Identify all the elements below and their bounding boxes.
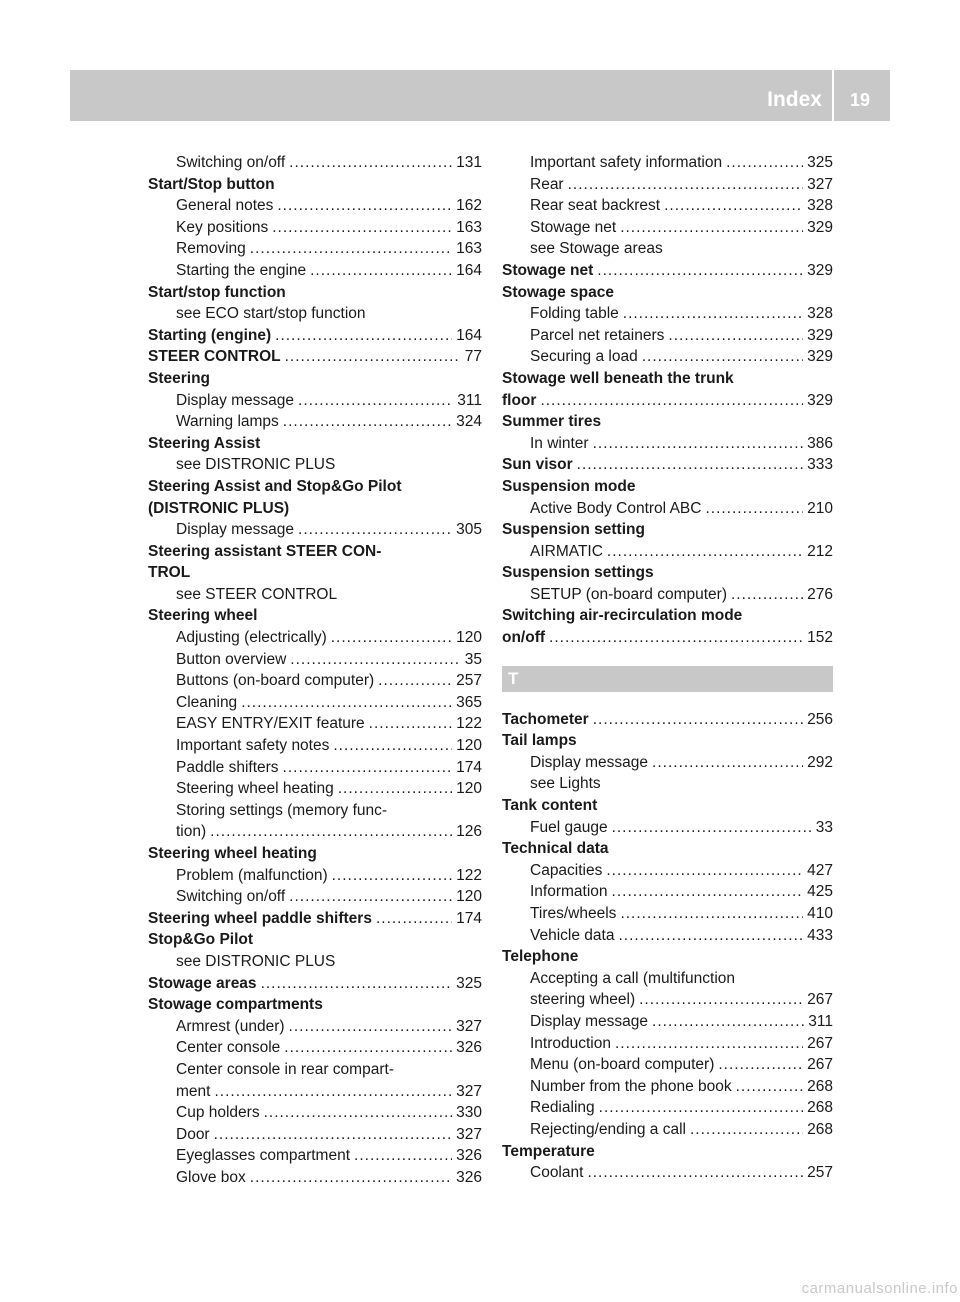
dot-leader xyxy=(241,692,452,714)
index-term-heading: Steering wheel xyxy=(148,607,258,625)
entry-label: General notes xyxy=(176,197,274,215)
index-term-entry xyxy=(502,260,833,282)
dot-leader xyxy=(736,1076,804,1098)
dot-leader xyxy=(620,217,803,239)
entry-page-number: 425 xyxy=(807,883,833,901)
entry-label: Tachometer xyxy=(502,710,589,728)
entry-page-number: 330 xyxy=(456,1104,482,1122)
dot-leader xyxy=(549,627,803,649)
dot-leader xyxy=(289,1016,453,1038)
entry-label: Display message xyxy=(530,753,649,771)
entry-label: Starting (engine) xyxy=(148,326,272,344)
entry-label: Rear xyxy=(530,175,564,193)
entry-page-number: 120 xyxy=(456,629,482,647)
entry-page-number: 327 xyxy=(456,1125,482,1143)
entry-page-number: 328 xyxy=(807,197,833,215)
dot-leader xyxy=(618,925,803,947)
index-subentry xyxy=(148,649,482,671)
entry-label: steering wheel) xyxy=(530,991,636,1009)
entry-page-number: 292 xyxy=(807,753,833,771)
entry-label: Problem (malfunction) xyxy=(176,866,328,884)
entry-label: Display message xyxy=(176,521,295,539)
entry-label: SETUP (on-board computer) xyxy=(530,585,727,603)
index-subentry xyxy=(502,1011,833,1033)
dot-leader xyxy=(378,670,452,692)
index-subentry xyxy=(502,860,833,882)
index-subentry xyxy=(148,1102,482,1124)
index-term-heading: Suspension settings xyxy=(502,564,654,582)
index-column-right xyxy=(502,152,833,1184)
dot-leader xyxy=(285,346,461,368)
index-term-entry xyxy=(148,908,482,930)
entry-label: Number from the phone book xyxy=(530,1077,732,1095)
entry-label: Rear seat backrest xyxy=(530,197,661,215)
entry-label: Information xyxy=(530,883,608,901)
index-term-heading: Steering xyxy=(148,369,211,387)
index-subentry xyxy=(148,692,482,714)
index-term-entry xyxy=(148,325,482,347)
dot-leader xyxy=(214,1081,452,1103)
index-subentry xyxy=(502,881,833,903)
dot-leader xyxy=(290,649,460,671)
dot-leader xyxy=(289,152,452,174)
entry-page-number: 267 xyxy=(807,1056,833,1074)
index-subentry xyxy=(148,1145,482,1167)
index-subentry xyxy=(148,1124,482,1146)
index-subentry xyxy=(502,752,833,774)
index-subentry xyxy=(502,925,833,947)
entry-label: Starting the engine xyxy=(176,261,307,279)
entry-label: Vehicle data xyxy=(530,926,615,944)
entry-page-number: 328 xyxy=(807,305,833,323)
dot-leader xyxy=(250,1167,452,1189)
dot-leader xyxy=(568,174,804,196)
entry-label: Stowage net xyxy=(502,261,594,279)
entry-page-number: 163 xyxy=(456,240,482,258)
index-subentry xyxy=(148,411,482,433)
index-subentry xyxy=(502,1162,833,1184)
index-subentry xyxy=(148,390,482,412)
entry-label: Steering wheel paddle shifters xyxy=(148,909,372,927)
entry-label: Sun visor xyxy=(502,456,573,474)
index-subentry xyxy=(148,1037,482,1059)
dot-leader xyxy=(310,260,452,282)
dot-leader xyxy=(331,627,452,649)
entry-label: Securing a load xyxy=(530,348,638,366)
index-subentry xyxy=(502,303,833,325)
entry-page-number: 427 xyxy=(807,861,833,879)
entry-label: Fuel gauge xyxy=(530,818,608,836)
index-subentry xyxy=(148,627,482,649)
entry-page-number: 268 xyxy=(807,1120,833,1138)
index-term-entry xyxy=(148,346,482,368)
index-subentry xyxy=(502,217,833,239)
dot-leader xyxy=(332,865,453,887)
entry-page-number: 120 xyxy=(456,737,482,755)
index-subentry xyxy=(502,174,833,196)
dot-leader xyxy=(214,1124,453,1146)
entry-label: Removing xyxy=(176,240,246,258)
entry-page-number: 257 xyxy=(807,1164,833,1182)
index-subentry xyxy=(502,1054,833,1076)
dot-leader xyxy=(642,346,803,368)
index-subentry xyxy=(148,821,482,843)
entry-label: Switching on/off xyxy=(176,154,286,171)
section-letter-heading: T xyxy=(502,666,833,692)
entry-page-number: 329 xyxy=(807,326,833,344)
index-term-heading: Stowage compartments xyxy=(148,996,323,1014)
index-term-heading: Stowage well beneath the trunk xyxy=(502,369,734,387)
index-term-heading: Steering Assist xyxy=(148,434,261,452)
entry-label: Capacities xyxy=(530,861,603,879)
entry-label: Steering wheel heating xyxy=(176,780,334,798)
index-subentry xyxy=(148,713,482,735)
index-subentry xyxy=(148,238,482,260)
index-term-heading: Telephone xyxy=(502,948,579,966)
entry-label: Active Body Control ABC xyxy=(530,499,702,517)
entry-page-number: 210 xyxy=(807,499,833,517)
index-term-entry xyxy=(502,454,833,476)
entry-page-number: 162 xyxy=(456,197,482,215)
index-subentry xyxy=(502,152,833,174)
dot-leader xyxy=(718,1054,803,1076)
dot-leader xyxy=(376,908,452,930)
entry-label: on/off xyxy=(502,629,546,647)
index-subentry xyxy=(502,989,833,1011)
entry-page-number: 329 xyxy=(807,348,833,366)
entry-label: Buttons (on-board computer) xyxy=(176,672,375,690)
entry-page-number: 126 xyxy=(456,823,482,841)
index-subentry xyxy=(502,541,833,563)
entry-label: Introduction xyxy=(530,1034,611,1052)
index-subentry xyxy=(502,346,833,368)
dot-leader xyxy=(597,260,803,282)
entry-page-number: 120 xyxy=(456,888,482,906)
entry-page-number: 329 xyxy=(807,218,833,236)
index-term-heading: Steering Assist and Stop&Go Pilot xyxy=(148,477,402,495)
index-subentry xyxy=(148,152,482,174)
index-term-heading: Start/stop function xyxy=(148,283,286,301)
index-cross-reference: Center console in rear compart- xyxy=(176,1060,394,1078)
index-subentry xyxy=(148,1167,482,1189)
entry-label: Armrest (under) xyxy=(176,1017,285,1035)
index-term-heading: Stowage space xyxy=(502,283,614,301)
index-subentry xyxy=(148,260,482,282)
dot-leader xyxy=(612,881,804,903)
entry-page-number: 174 xyxy=(456,909,482,927)
entry-label: tion) xyxy=(176,823,207,841)
entry-label: In winter xyxy=(530,434,589,452)
index-term-heading: TROL xyxy=(148,564,191,582)
dot-leader xyxy=(612,817,812,839)
index-term-heading: Tail lamps xyxy=(502,732,577,750)
dot-leader xyxy=(338,778,452,800)
index-cross-reference: see Stowage areas xyxy=(530,240,663,258)
index-term-heading: Suspension setting xyxy=(502,521,645,539)
index-cross-reference: see STEER CONTROL xyxy=(176,585,338,603)
entry-page-number: 324 xyxy=(456,413,482,431)
dot-leader xyxy=(210,821,452,843)
index-subentry xyxy=(502,1076,833,1098)
entry-page-number: 326 xyxy=(456,1039,482,1057)
entry-label: Display message xyxy=(176,391,295,409)
index-term-entry xyxy=(148,973,482,995)
index-subentry xyxy=(148,195,482,217)
entry-page-number: 276 xyxy=(807,585,833,603)
entry-label: Glove box xyxy=(176,1168,246,1186)
entry-label: Warning lamps xyxy=(176,413,279,431)
entry-label: Stowage net xyxy=(530,218,617,236)
dot-leader xyxy=(333,735,452,757)
index-term-heading: Tank content xyxy=(502,797,598,815)
index-term-heading: Temperature xyxy=(502,1142,595,1160)
entry-label: Important safety information xyxy=(530,154,723,171)
index-subentry xyxy=(502,903,833,925)
index-cross-reference: see Lights xyxy=(530,775,601,793)
entry-label: ment xyxy=(176,1082,211,1100)
entry-page-number: 33 xyxy=(815,818,833,836)
dot-leader xyxy=(275,325,452,347)
entry-label: Key positions xyxy=(176,218,269,236)
index-column-left xyxy=(148,152,482,1189)
dot-leader xyxy=(587,1162,803,1184)
entry-page-number: 120 xyxy=(456,780,482,798)
dot-leader xyxy=(639,989,803,1011)
dot-leader xyxy=(731,584,803,606)
entry-page-number: 327 xyxy=(456,1017,482,1035)
entry-page-number: 267 xyxy=(807,991,833,1009)
index-subentry xyxy=(502,1119,833,1141)
entry-label: AIRMATIC xyxy=(530,542,603,560)
entry-page-number: 131 xyxy=(456,154,482,171)
entry-label: Cup holders xyxy=(176,1104,260,1122)
index-cross-reference: Accepting a call (multifunction xyxy=(530,969,736,987)
index-subentry xyxy=(148,757,482,779)
entry-label: EASY ENTRY/EXIT feature xyxy=(176,715,365,733)
dot-leader xyxy=(705,498,803,520)
index-subentry xyxy=(148,735,482,757)
index-term-heading: Technical data xyxy=(502,840,609,858)
footer-watermark: carmanualsonline.info xyxy=(801,1280,958,1297)
entry-label: Parcel net retainers xyxy=(530,326,665,344)
entry-page-number: 122 xyxy=(456,866,482,884)
entry-page-number: 35 xyxy=(464,650,482,668)
index-cross-reference: see DISTRONIC PLUS xyxy=(176,952,336,970)
index-subentry xyxy=(148,886,482,908)
entry-label: Switching on/off xyxy=(176,888,286,906)
index-cross-reference: Storing settings (memory func- xyxy=(176,801,388,819)
dot-leader xyxy=(620,903,803,925)
dot-leader xyxy=(298,519,452,541)
dot-leader xyxy=(264,1102,453,1124)
entry-page-number: 433 xyxy=(807,926,833,944)
index-subentry xyxy=(148,865,482,887)
dot-leader xyxy=(726,152,803,174)
index-subentry xyxy=(148,1016,482,1038)
entry-page-number: 327 xyxy=(456,1082,482,1100)
entry-page-number: 305 xyxy=(456,521,482,539)
entry-page-number: 268 xyxy=(807,1077,833,1095)
entry-label: Tires/wheels xyxy=(530,905,617,922)
entry-label: Menu (on-board computer) xyxy=(530,1056,715,1074)
index-subentry xyxy=(502,1033,833,1055)
dot-leader xyxy=(283,411,452,433)
dot-leader xyxy=(289,886,452,908)
index-subentry xyxy=(148,670,482,692)
entry-page-number: 257 xyxy=(456,672,482,690)
dot-leader xyxy=(593,709,803,731)
entry-label: Cleaning xyxy=(176,693,238,711)
dot-leader xyxy=(615,1033,803,1055)
page-number: 19 xyxy=(849,90,871,110)
entry-label: Coolant xyxy=(530,1164,584,1182)
index-term-heading: Suspension mode xyxy=(502,477,636,495)
entry-page-number: 267 xyxy=(807,1034,833,1052)
dot-leader xyxy=(298,390,453,412)
index-subentry xyxy=(502,584,833,606)
index-subentry xyxy=(502,325,833,347)
entry-label: Center console xyxy=(176,1039,281,1057)
index-term-heading: Switching air-recirculation mode xyxy=(502,607,743,625)
entry-page-number: 268 xyxy=(807,1099,833,1117)
index-subentry xyxy=(502,498,833,520)
entry-page-number: 164 xyxy=(456,326,482,344)
entry-label: Folding table xyxy=(530,305,619,323)
dot-leader xyxy=(272,217,452,239)
header-divider xyxy=(832,70,834,121)
entry-page-number: 410 xyxy=(807,905,833,922)
dot-leader xyxy=(606,860,803,882)
index-subentry xyxy=(502,195,833,217)
dot-leader xyxy=(354,1145,452,1167)
index-term-entry xyxy=(502,627,833,649)
index-term-heading: Start/Stop button xyxy=(148,175,275,193)
entry-label: Paddle shifters xyxy=(176,758,279,776)
entry-label: Adjusting (electrically) xyxy=(176,629,327,647)
entry-page-number: 311 xyxy=(808,1012,833,1030)
index-subentry xyxy=(502,817,833,839)
entry-page-number: 325 xyxy=(456,974,482,992)
dot-leader xyxy=(250,238,452,260)
index-term-entry xyxy=(502,709,833,731)
index-subentry xyxy=(148,519,482,541)
entry-page-number: 164 xyxy=(456,261,482,279)
entry-page-number: 329 xyxy=(807,261,833,279)
dot-leader xyxy=(652,1011,804,1033)
page-title: Index xyxy=(767,88,822,111)
dot-leader xyxy=(283,757,453,779)
entry-page-number: 174 xyxy=(456,758,482,776)
entry-label: Important safety notes xyxy=(176,737,330,755)
entry-label: Display message xyxy=(530,1012,649,1030)
index-subentry xyxy=(502,433,833,455)
entry-label: Stowage areas xyxy=(148,974,257,992)
dot-leader xyxy=(284,1037,452,1059)
entry-page-number: 212 xyxy=(807,542,833,560)
index-cross-reference: see DISTRONIC PLUS xyxy=(176,456,336,474)
dot-leader xyxy=(690,1119,803,1141)
index-subentry xyxy=(148,217,482,239)
entry-page-number: 327 xyxy=(807,175,833,193)
dot-leader xyxy=(261,973,453,995)
entry-label: floor xyxy=(502,391,537,409)
entry-label: Rejecting/ending a call xyxy=(530,1120,686,1138)
dot-leader xyxy=(607,541,803,563)
dot-leader xyxy=(593,433,804,455)
dot-leader xyxy=(623,303,803,325)
entry-page-number: 256 xyxy=(807,710,833,728)
entry-label: Eyeglasses compartment xyxy=(176,1147,351,1165)
entry-page-number: 329 xyxy=(807,391,833,409)
entry-page-number: 386 xyxy=(807,434,833,452)
dot-leader xyxy=(668,325,803,347)
entry-label: Button overview xyxy=(176,650,287,668)
index-cross-reference: see ECO start/stop function xyxy=(176,305,366,323)
index-subentry xyxy=(148,1081,482,1103)
dot-leader xyxy=(369,713,452,735)
entry-page-number: 152 xyxy=(807,629,833,647)
entry-page-number: 365 xyxy=(456,693,482,711)
dot-leader xyxy=(277,195,452,217)
entry-label: Redialing xyxy=(530,1099,595,1117)
index-term-heading: Stop&Go Pilot xyxy=(148,931,254,949)
entry-page-number: 326 xyxy=(456,1147,482,1165)
dot-leader xyxy=(577,454,803,476)
index-term-heading: (DISTRONIC PLUS) xyxy=(148,499,290,517)
dot-leader xyxy=(652,752,803,774)
dot-leader xyxy=(664,195,803,217)
index-subentry xyxy=(148,778,482,800)
dot-leader xyxy=(540,390,803,412)
index-term-heading: Steering assistant STEER CON- xyxy=(148,542,382,560)
index-subentry xyxy=(502,1097,833,1119)
entry-page-number: 326 xyxy=(456,1168,482,1186)
entry-page-number: 325 xyxy=(807,154,833,171)
dot-leader xyxy=(599,1097,803,1119)
entry-page-number: 163 xyxy=(456,218,482,236)
entry-label: STEER CONTROL xyxy=(148,348,281,366)
entry-page-number: 122 xyxy=(456,715,482,733)
index-term-entry xyxy=(502,390,833,412)
index-term-heading: Summer tires xyxy=(502,413,602,431)
index-term-heading: Steering wheel heating xyxy=(148,845,317,862)
entry-page-number: 311 xyxy=(457,391,482,409)
entry-page-number: 333 xyxy=(807,456,833,474)
entry-label: Door xyxy=(176,1125,210,1143)
entry-page-number: 77 xyxy=(464,348,482,366)
